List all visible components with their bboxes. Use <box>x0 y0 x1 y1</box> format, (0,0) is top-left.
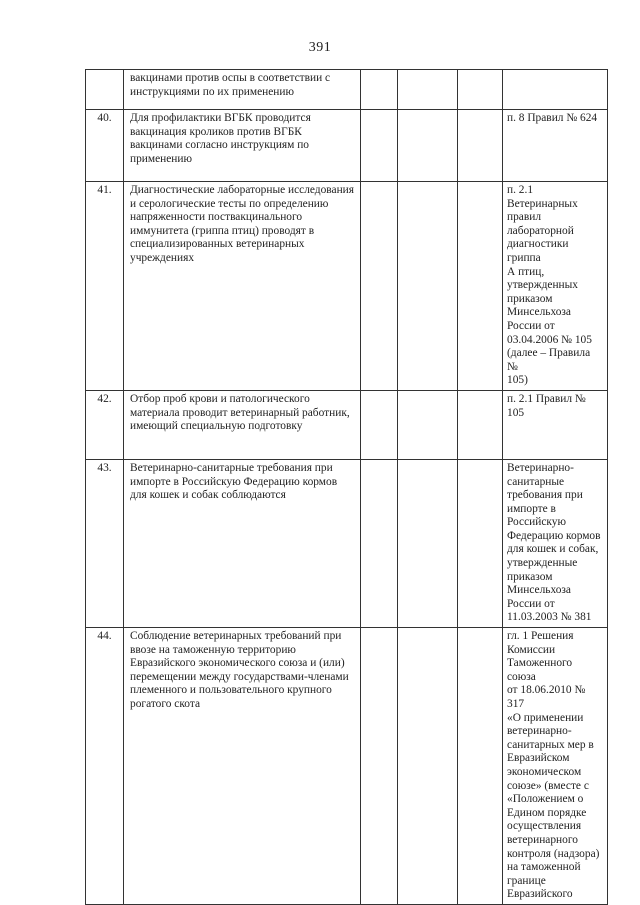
requirement-text: вакцинами против оспы в соответствии с инструкциями по их применению <box>130 72 331 98</box>
reference-text: п. 2.1 Ветеринарных правил лабораторной диагностики гриппа А птиц, утвержденных приказом Минсельхоза России от 03.04.2006 № 105 (далее – Правила № 105) <box>507 184 592 387</box>
answer-no-cell <box>398 70 458 110</box>
answer-na-cell <box>458 390 503 459</box>
answer-yes-cell <box>361 110 398 182</box>
reference-cell <box>503 182 608 391</box>
requirement-cell <box>124 390 361 459</box>
answer-no-cell <box>398 110 458 182</box>
table-row <box>86 110 608 182</box>
reference-text: гл. 1 Решения Комиссии Таможенного союза от 18.06.2010 № 317 «О применении ветеринарно- санитарных мер в Евразийском экономическом союзе» (вместе с «Положением о Едином порядке осуществления ветеринарного контроля (надзора) на таможенной границе Евразийского <box>507 630 600 901</box>
requirements-table <box>85 69 608 905</box>
requirement-cell <box>124 110 361 182</box>
answer-na-cell <box>458 628 503 905</box>
table-row <box>86 70 608 110</box>
reference-text: п. 8 Правил № 624 <box>507 112 598 124</box>
answer-yes-cell <box>361 70 398 110</box>
reference-text: п. 2.1 Правил № 105 <box>507 392 586 419</box>
row-number <box>86 70 124 110</box>
answer-yes-cell <box>361 628 398 905</box>
table-row <box>86 390 608 459</box>
requirement-text: Диагностические лабораторные исследования и серологические тесты по определению напряженности поствакцинального иммунитета (гриппа птиц) проводят в специализированных ветеринарных учреждениях <box>130 184 355 264</box>
answer-yes-cell <box>361 459 398 627</box>
requirement-cell <box>124 628 361 905</box>
answer-no-cell <box>398 628 458 905</box>
reference-cell <box>503 628 608 905</box>
requirement-text: Отбор проб крови и патологического материала проводит ветеринарный работник, имеющий специальную подготовку <box>130 392 350 433</box>
answer-na-cell <box>458 70 503 110</box>
answer-na-cell <box>458 110 503 182</box>
answer-yes-cell <box>361 390 398 459</box>
requirement-cell <box>124 182 361 391</box>
answer-no-cell <box>398 459 458 627</box>
row-number: 40. <box>86 110 124 182</box>
reference-cell <box>503 390 608 459</box>
reference-text: Ветеринарно- санитарные требования при импорте в Российскую Федерацию кормов для кошек и собак, утвержденные приказом Минсельхоза России от 11.03.2003 № 381 <box>507 461 601 624</box>
requirement-text: Ветеринарно-санитарные требования при импорте в Российскую Федерацию кормов для кошек и собак соблюдаются <box>130 461 338 502</box>
reference-cell <box>503 70 608 110</box>
page-number: 391 <box>308 40 332 55</box>
answer-no-cell <box>398 182 458 391</box>
row-number: 43. <box>86 459 124 627</box>
answer-na-cell <box>458 182 503 391</box>
row-number: 44. <box>86 628 124 905</box>
reference-cell <box>503 459 608 627</box>
answer-yes-cell <box>361 182 398 391</box>
requirement-text: Для профилактики ВГБК проводится вакцинация кроликов против ВГБК вакцинами согласно инструкциям по применению <box>130 112 311 165</box>
table-row <box>86 182 608 391</box>
requirement-cell <box>124 459 361 627</box>
row-number: 41. <box>86 182 124 391</box>
table-row <box>86 628 608 905</box>
answer-na-cell <box>458 459 503 627</box>
answer-no-cell <box>398 390 458 459</box>
row-number: 42. <box>86 390 124 459</box>
requirement-text: Соблюдение ветеринарных требований при ввозе на таможенную территорию Евразийского экономического союза и (или) перемещении между государствами-членами племенного и пользовательного крупного рогатого скота <box>130 630 349 710</box>
table-row <box>86 459 608 627</box>
reference-cell <box>503 110 608 182</box>
requirement-cell <box>124 70 361 110</box>
